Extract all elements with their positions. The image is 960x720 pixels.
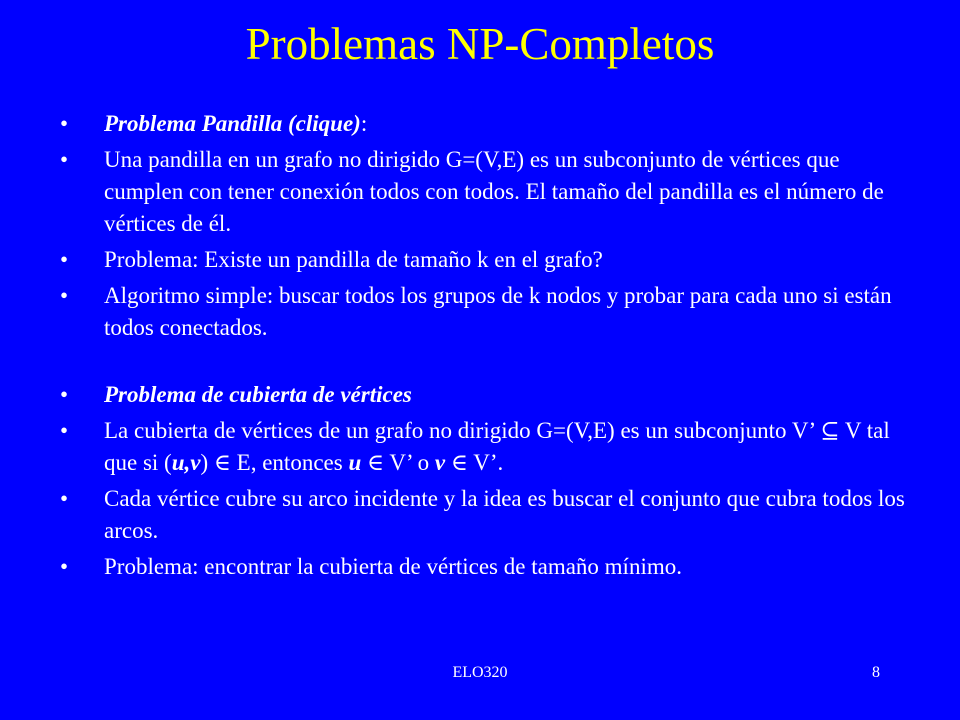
list-item bbox=[60, 551, 920, 583]
bullet-icon: • bbox=[60, 382, 69, 407]
element-of-symbol: ∈ bbox=[213, 450, 231, 475]
bullet-icon: • bbox=[60, 247, 69, 272]
list-item: • Problema Pandilla (clique): bbox=[60, 108, 920, 140]
footer-page-number: 8 bbox=[872, 664, 880, 681]
list-item bbox=[60, 379, 920, 411]
item-text: Problema: Existe un pandilla de tamaño k en el grafo? bbox=[104, 247, 603, 272]
item-text: Algoritmo simple: buscar todos los grupos de k nodos y probar para cada uno si están todos conectados. bbox=[104, 283, 892, 340]
item-text: Problema: encontrar la cubierta de vértices de tamaño mínimo. bbox=[104, 554, 682, 579]
bullet-icon: • bbox=[60, 486, 69, 511]
item-text: Una pandilla en un grafo no dirigido G=(V,E) es un subconjunto de vértices que cumplen con tener conexión todos con todos. El tamaño del pandilla es el número de vértices de él. bbox=[104, 147, 884, 236]
spacer bbox=[60, 348, 920, 379]
bullet-list bbox=[60, 108, 920, 587]
bullet-icon: • bbox=[60, 554, 69, 579]
list-item bbox=[60, 144, 920, 240]
footer-course: ELO320 bbox=[452, 664, 508, 681]
bullet-icon: • bbox=[60, 111, 69, 136]
list-item bbox=[60, 280, 920, 344]
bullet-icon: • bbox=[60, 283, 69, 308]
item-text: Cada vértice cubre su arco incidente y la idea es buscar el conjunto que cubra todos los arcos. bbox=[104, 486, 905, 543]
list-item: • La cubierta de vértices de un grafo no dirigido G=(V,E) es un subconjunto V’ ⊆ V tal que si (u,v) ∈ E, entonces u ∈ V’ o v ∈ V’. bbox=[60, 415, 920, 479]
list-item bbox=[60, 483, 920, 547]
slide-title: Problemas NP-Completos bbox=[245, 19, 715, 69]
bullet-icon: • bbox=[60, 418, 69, 443]
item-heading: Problema de cubierta de vértices bbox=[104, 382, 412, 407]
element-of-symbol: ∈ bbox=[366, 450, 385, 475]
subset-symbol: ⊆ bbox=[820, 418, 840, 443]
element-of-symbol: ∈ bbox=[450, 450, 468, 475]
item-heading: Problema Pandilla (clique) bbox=[104, 111, 361, 136]
bullet-icon: • bbox=[60, 147, 69, 172]
list-item bbox=[60, 244, 920, 276]
